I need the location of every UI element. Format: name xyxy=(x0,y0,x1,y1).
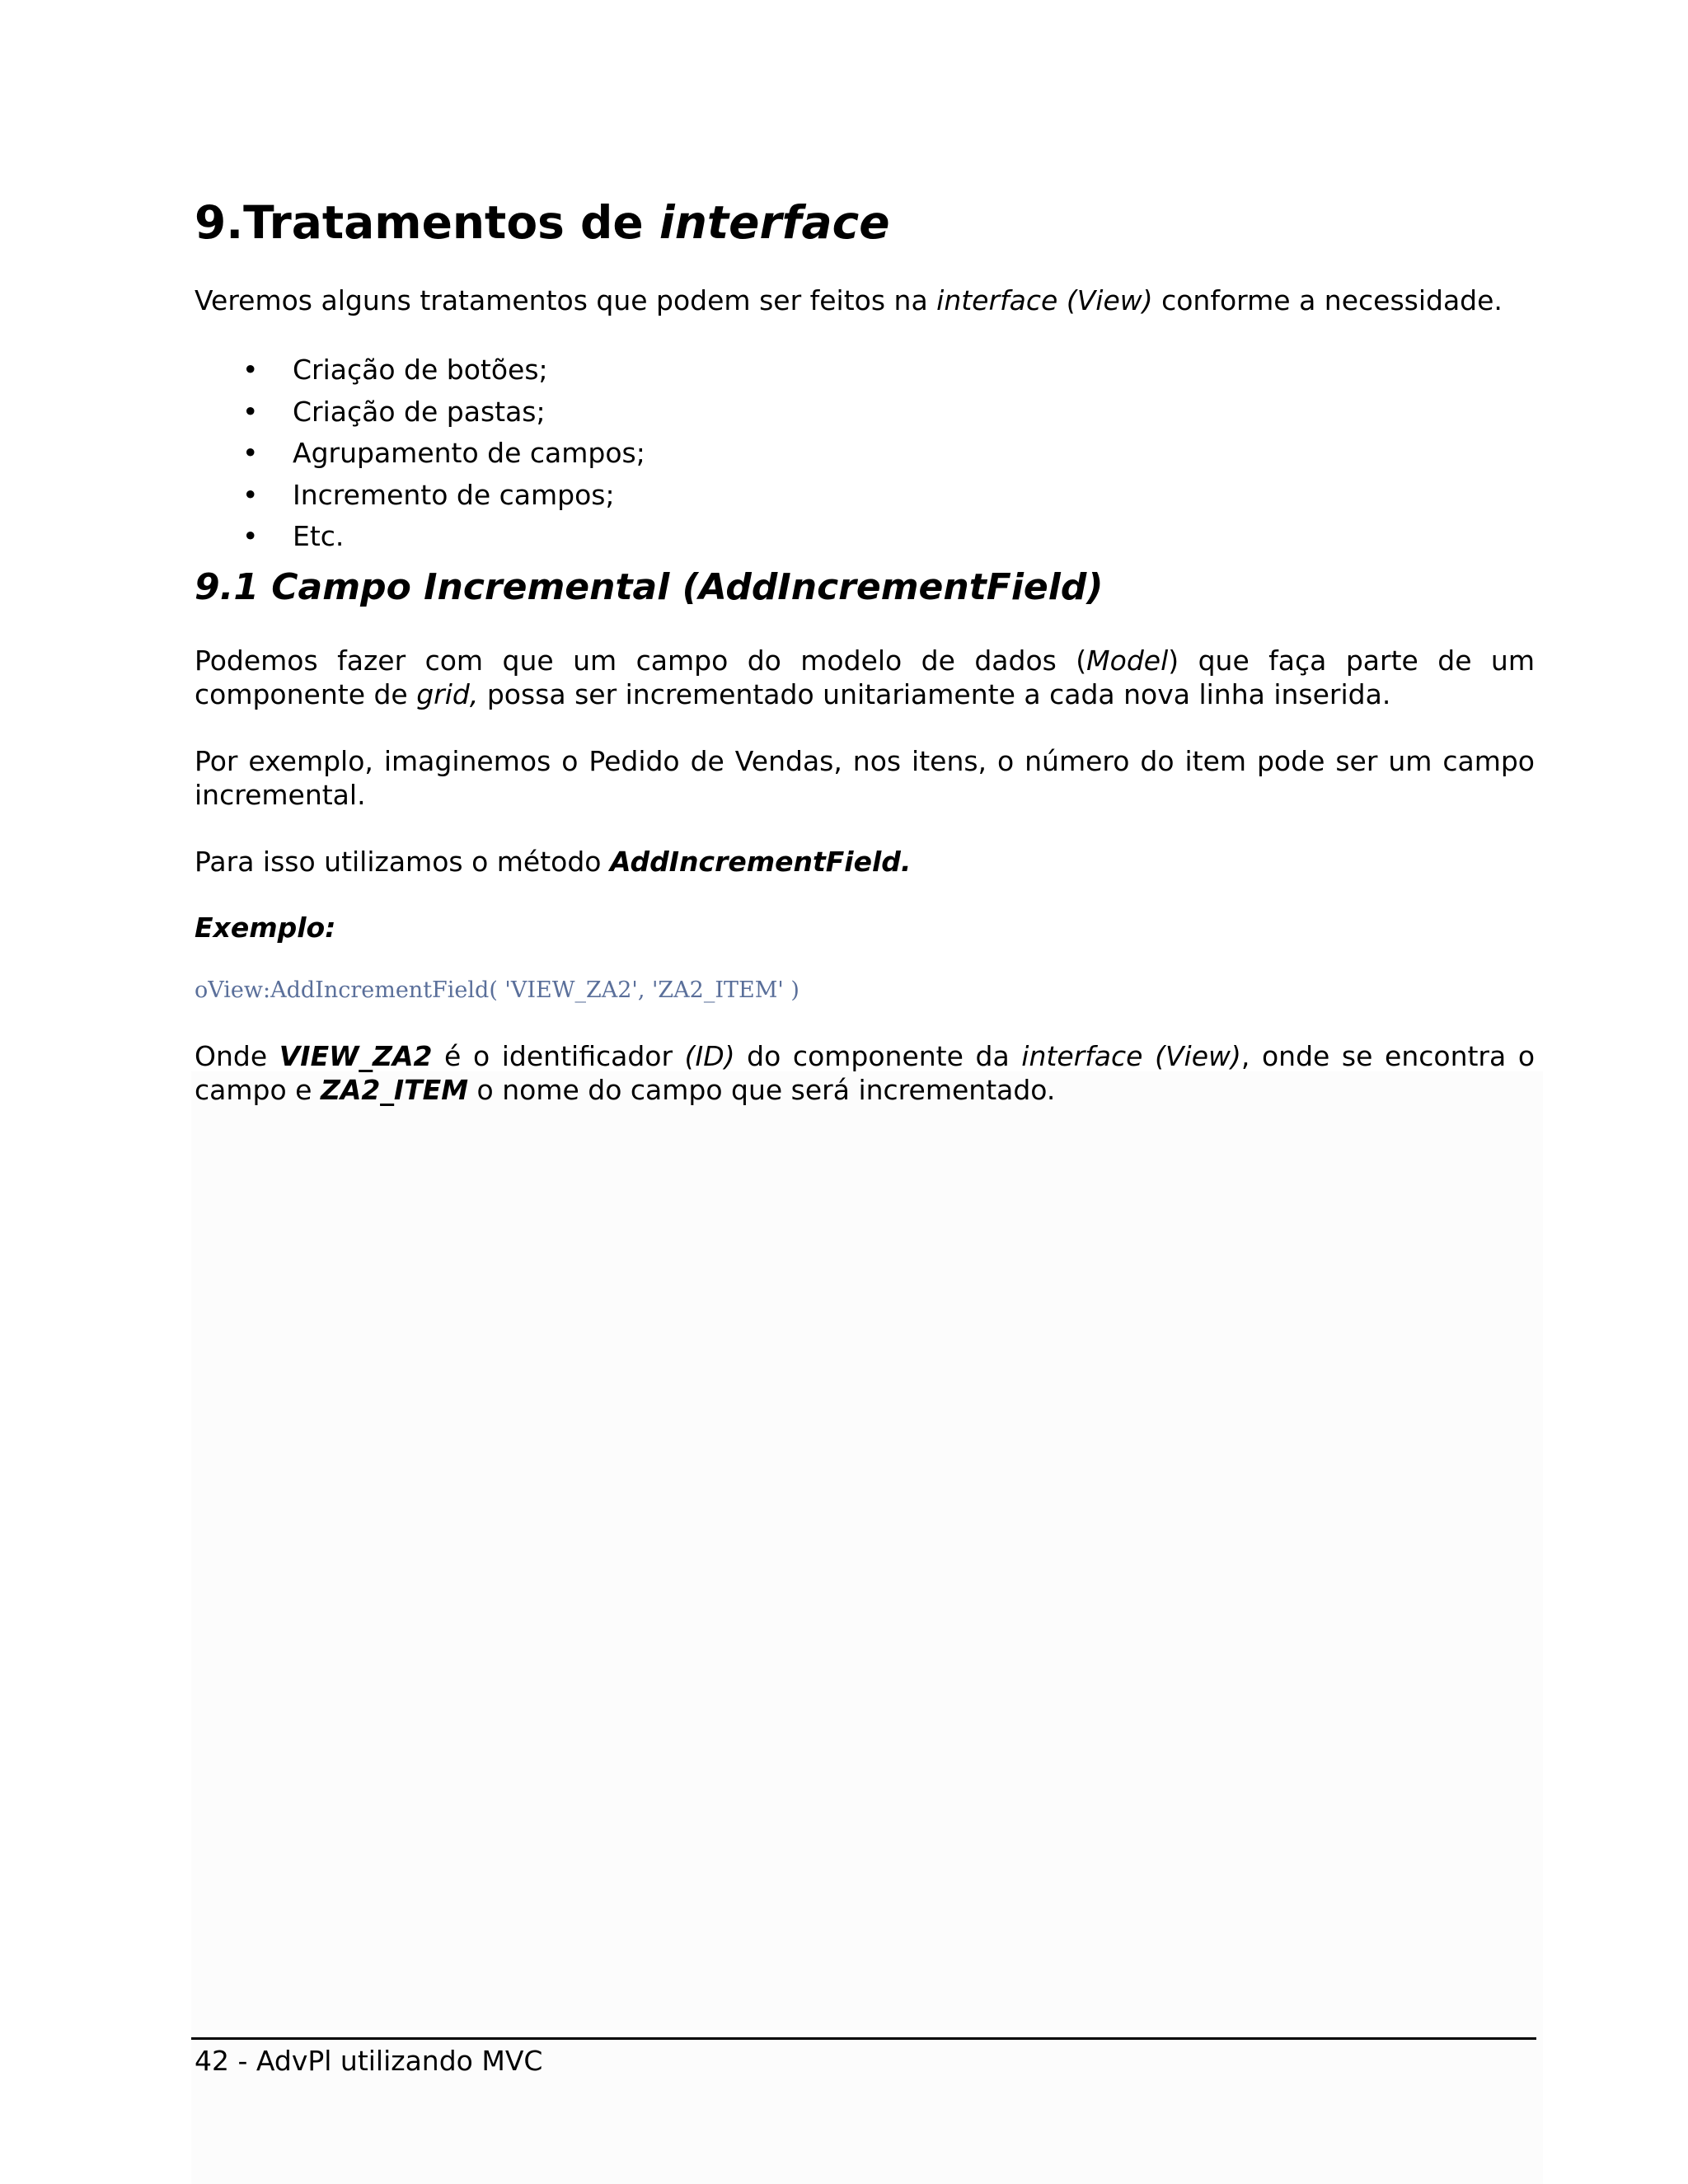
list-item-text: Criação de botões; xyxy=(293,354,548,386)
bullet-icon: • xyxy=(242,520,259,552)
bullet-icon: • xyxy=(242,354,259,386)
intro-paragraph xyxy=(195,284,1535,317)
paragraph-increment-description xyxy=(195,644,1535,711)
paragraph-method xyxy=(195,845,1535,879)
para4-part1: Onde xyxy=(195,1040,279,1072)
chapter-title-italic: interface xyxy=(659,196,890,249)
bullet-icon: • xyxy=(242,437,259,469)
list-item xyxy=(195,475,645,517)
list-item-text: Criação de pastas; xyxy=(293,395,546,428)
para3-before: Para isso utilizamos o método xyxy=(195,846,610,878)
para4-part2: é o identificador xyxy=(432,1040,685,1072)
para1-part3: possa ser incrementado unitariamente a cada nova linha inserida. xyxy=(478,678,1391,710)
chapter-title xyxy=(195,193,890,252)
para1-model: Model xyxy=(1086,644,1169,677)
para3-method: AddIncrementField. xyxy=(609,846,912,878)
para4-part4: , onde se encontra o campo e xyxy=(195,1040,1536,1106)
list-item-text: Etc. xyxy=(293,520,345,552)
para4-id: (ID) xyxy=(684,1040,735,1072)
code-example: oView:AddIncrementField( 'VIEW_ZA2', 'ZA2_ITEM' ) xyxy=(195,977,799,1003)
chapter-title-prefix: 9.Tratamentos de xyxy=(195,196,659,249)
example-label: Exemplo: xyxy=(195,912,336,944)
section-title: 9.1 Campo Incremental (AddIncrementField) xyxy=(195,566,1104,608)
page-background-shade xyxy=(191,1071,1543,2184)
bullet-icon: • xyxy=(242,395,259,428)
paragraph-example-description: Por exemplo, imaginemos o Pedido de Vendas, nos itens, o número do item pode ser um campo incremental. xyxy=(195,745,1535,811)
intro-before: Veremos alguns tratamentos que podem ser feitos na xyxy=(195,284,937,316)
para4-interface: interface (View) xyxy=(1021,1040,1241,1072)
bullet-list xyxy=(195,349,645,558)
list-item xyxy=(195,349,645,391)
intro-italic: interface (View) xyxy=(936,284,1153,316)
para1-part1: Podemos fazer com que um campo do modelo de dados ( xyxy=(195,644,1087,677)
para1-part2: ) que faça parte de um componente de xyxy=(195,644,1535,710)
para4-field: ZA2_ITEM xyxy=(320,1074,469,1106)
para4-view-id: VIEW_ZA2 xyxy=(279,1040,433,1072)
footer-page-label: 42 - AdvPl utilizando MVC xyxy=(195,2045,543,2077)
list-item-text: Agrupamento de campos; xyxy=(293,437,645,469)
intro-after: conforme a necessidade. xyxy=(1152,284,1503,316)
para4-part5: o nome do campo que será incrementado. xyxy=(468,1074,1056,1106)
bullet-icon: • xyxy=(242,478,259,511)
para1-grid: grid, xyxy=(416,678,479,710)
paragraph-explanation xyxy=(195,1039,1535,1107)
footer-divider xyxy=(191,2037,1536,2040)
list-item xyxy=(195,516,645,558)
list-item-text: Incremento de campos; xyxy=(293,478,615,511)
list-item xyxy=(195,391,645,434)
list-item xyxy=(195,433,645,475)
para4-part3: do componente da xyxy=(734,1040,1022,1072)
